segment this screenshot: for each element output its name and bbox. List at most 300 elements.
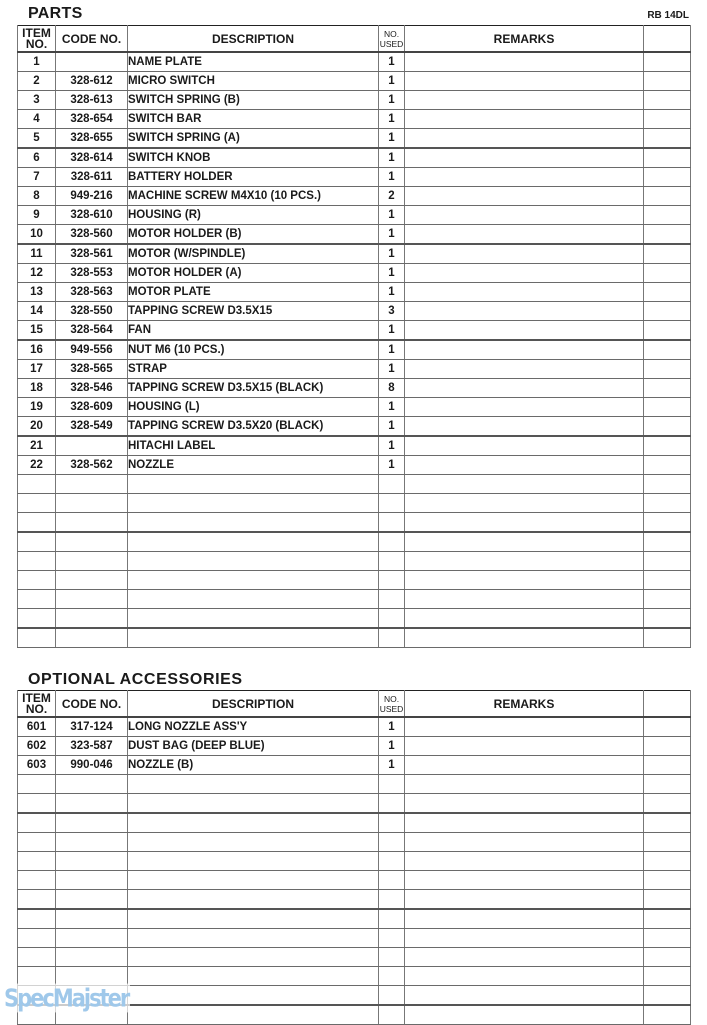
no-used-cell: 8 [379, 379, 405, 398]
extra-cell [644, 929, 691, 948]
description-cell [128, 852, 379, 871]
remarks-cell [405, 187, 644, 206]
item-no-cell: 19 [18, 398, 56, 417]
code-no-cell [56, 513, 128, 533]
code-no-cell: 328-610 [56, 206, 128, 225]
table-row [18, 244, 691, 264]
description-cell: SWITCH SPRING (B) [128, 91, 379, 110]
code-no-cell: 317-124 [56, 717, 128, 737]
remarks-cell [405, 302, 644, 321]
item-no-cell: 13 [18, 283, 56, 302]
description-cell [128, 532, 379, 552]
remarks-cell [405, 225, 644, 245]
extra-cell [644, 302, 691, 321]
header-remarks: REMARKS [405, 26, 644, 53]
no-used-cell: 1 [379, 225, 405, 245]
no-used-cell: 1 [379, 52, 405, 72]
table-row [18, 717, 691, 737]
item-no-cell: 14 [18, 302, 56, 321]
remarks-cell [405, 833, 644, 852]
extra-cell [644, 321, 691, 341]
blank-table-row [18, 609, 691, 629]
blank-table-row [18, 532, 691, 552]
item-no-cell [18, 475, 56, 494]
extra-cell [644, 628, 691, 648]
remarks-cell [405, 206, 644, 225]
item-no-cell: 20 [18, 417, 56, 437]
no-used-cell: 1 [379, 168, 405, 187]
no-used-cell [379, 986, 405, 1006]
header-no-used-line2: USED [379, 703, 404, 714]
no-used-cell [379, 948, 405, 967]
extra-cell [644, 794, 691, 814]
remarks-cell [405, 264, 644, 283]
description-cell [128, 1005, 379, 1025]
extra-cell [644, 283, 691, 302]
table-row [18, 756, 691, 775]
extra-cell [644, 244, 691, 264]
code-no-cell: 328-654 [56, 110, 128, 129]
header-extra [644, 26, 691, 53]
extra-cell [644, 379, 691, 398]
description-cell: TAPPING SCREW D3.5X15 [128, 302, 379, 321]
description-cell [128, 628, 379, 648]
no-used-cell: 2 [379, 187, 405, 206]
no-used-cell: 1 [379, 91, 405, 110]
description-cell: MOTOR HOLDER (B) [128, 225, 379, 245]
extra-cell [644, 398, 691, 417]
no-used-cell [379, 628, 405, 648]
description-cell: MOTOR HOLDER (A) [128, 264, 379, 283]
no-used-cell: 3 [379, 302, 405, 321]
item-no-cell [18, 494, 56, 513]
description-cell: HOUSING (L) [128, 398, 379, 417]
code-no-cell: 328-553 [56, 264, 128, 283]
extra-cell [644, 871, 691, 890]
blank-table-row [18, 552, 691, 571]
no-used-cell [379, 890, 405, 910]
remarks-cell [405, 590, 644, 609]
item-no-cell: 5 [18, 129, 56, 149]
table-row [18, 129, 691, 149]
blank-table-row [18, 628, 691, 648]
header-item-no-line1: ITEM [22, 25, 51, 40]
item-no-cell [18, 813, 56, 833]
code-no-cell: 328-560 [56, 225, 128, 245]
description-cell [128, 609, 379, 629]
description-cell [128, 986, 379, 1006]
remarks-cell [405, 609, 644, 629]
extra-cell [644, 532, 691, 552]
no-used-cell: 1 [379, 206, 405, 225]
item-no-cell: 15 [18, 321, 56, 341]
description-cell [128, 775, 379, 794]
code-no-cell: 328-611 [56, 168, 128, 187]
no-used-cell [379, 609, 405, 629]
no-used-cell: 1 [379, 756, 405, 775]
code-no-cell: 328-655 [56, 129, 128, 149]
parts-table [17, 25, 691, 648]
remarks-cell [405, 360, 644, 379]
remarks-cell [405, 794, 644, 814]
description-cell: NAME PLATE [128, 52, 379, 72]
item-no-cell: 2 [18, 72, 56, 91]
description-cell: LONG NOZZLE ASS'Y [128, 717, 379, 737]
code-no-cell: 328-613 [56, 91, 128, 110]
description-cell: TAPPING SCREW D3.5X15 (BLACK) [128, 379, 379, 398]
table-row [18, 436, 691, 456]
item-no-cell: 8 [18, 187, 56, 206]
item-no-cell: 602 [18, 737, 56, 756]
no-used-cell [379, 513, 405, 533]
code-no-cell: 328-546 [56, 379, 128, 398]
remarks-cell [405, 398, 644, 417]
description-cell [128, 909, 379, 929]
code-no-cell [56, 628, 128, 648]
item-no-cell [18, 552, 56, 571]
extra-cell [644, 187, 691, 206]
item-no-cell [18, 513, 56, 533]
code-no-cell [56, 890, 128, 910]
remarks-cell [405, 129, 644, 149]
no-used-cell: 1 [379, 72, 405, 91]
extra-cell [644, 225, 691, 245]
remarks-cell [405, 244, 644, 264]
remarks-cell [405, 986, 644, 1006]
no-used-cell [379, 871, 405, 890]
blank-table-row [18, 813, 691, 833]
extra-cell [644, 513, 691, 533]
no-used-cell [379, 494, 405, 513]
accessories-body [18, 717, 691, 1025]
item-no-cell [18, 833, 56, 852]
remarks-cell [405, 552, 644, 571]
no-used-cell: 1 [379, 360, 405, 379]
header-extra [644, 691, 691, 718]
remarks-cell [405, 91, 644, 110]
code-no-cell: 323-587 [56, 737, 128, 756]
item-no-cell: 18 [18, 379, 56, 398]
code-no-cell [56, 552, 128, 571]
remarks-cell [405, 571, 644, 590]
extra-cell [644, 852, 691, 871]
extra-cell [644, 1005, 691, 1025]
no-used-cell: 1 [379, 321, 405, 341]
no-used-cell [379, 967, 405, 986]
header-item-no-line2: NO. [25, 36, 48, 51]
table-row [18, 321, 691, 341]
no-used-cell: 1 [379, 417, 405, 437]
no-used-cell [379, 852, 405, 871]
extra-cell [644, 264, 691, 283]
code-no-cell [56, 494, 128, 513]
extra-cell [644, 890, 691, 910]
description-cell [128, 794, 379, 814]
table-row [18, 72, 691, 91]
extra-cell [644, 206, 691, 225]
description-cell [128, 833, 379, 852]
remarks-cell [405, 1005, 644, 1025]
table-row [18, 398, 691, 417]
description-cell: DUST BAG (DEEP BLUE) [128, 737, 379, 756]
blank-table-row [18, 852, 691, 871]
description-cell [128, 948, 379, 967]
blank-table-row [18, 929, 691, 948]
extra-cell [644, 494, 691, 513]
description-cell: MOTOR (W/SPINDLE) [128, 244, 379, 264]
blank-table-row [18, 833, 691, 852]
header-description: DESCRIPTION [128, 26, 379, 53]
no-used-cell [379, 813, 405, 833]
item-no-cell: 601 [18, 717, 56, 737]
item-no-cell: 9 [18, 206, 56, 225]
table-row [18, 52, 691, 72]
code-no-cell: 328-614 [56, 148, 128, 168]
code-no-cell: 328-549 [56, 417, 128, 437]
item-no-cell [18, 909, 56, 929]
table-row [18, 187, 691, 206]
code-no-cell [56, 609, 128, 629]
remarks-cell [405, 52, 644, 72]
no-used-cell: 1 [379, 283, 405, 302]
item-no-cell [18, 775, 56, 794]
table-row [18, 360, 691, 379]
no-used-cell: 1 [379, 244, 405, 264]
no-used-cell [379, 475, 405, 494]
remarks-cell [405, 532, 644, 552]
header-remarks: REMARKS [405, 691, 644, 718]
description-cell: SWITCH BAR [128, 110, 379, 129]
description-cell [128, 813, 379, 833]
no-used-cell [379, 929, 405, 948]
accessories-section-title: OPTIONAL ACCESSORIES [28, 671, 243, 688]
code-no-cell: 990-046 [56, 756, 128, 775]
no-used-cell: 1 [379, 436, 405, 456]
table-row [18, 379, 691, 398]
blank-table-row [18, 775, 691, 794]
remarks-cell [405, 737, 644, 756]
extra-cell [644, 833, 691, 852]
item-no-cell: 12 [18, 264, 56, 283]
header-no-used-line1: NO. [383, 693, 400, 704]
item-no-cell: 6 [18, 148, 56, 168]
code-no-cell [56, 833, 128, 852]
blank-table-row [18, 890, 691, 910]
extra-cell [644, 168, 691, 187]
extra-cell [644, 571, 691, 590]
extra-cell [644, 813, 691, 833]
extra-cell [644, 590, 691, 609]
table-row [18, 737, 691, 756]
item-no-cell: 1 [18, 52, 56, 72]
item-no-cell [18, 794, 56, 814]
blank-table-row [18, 475, 691, 494]
code-no-cell [56, 909, 128, 929]
item-no-cell [18, 628, 56, 648]
item-no-cell: 10 [18, 225, 56, 245]
item-no-cell: 16 [18, 340, 56, 360]
extra-cell [644, 775, 691, 794]
description-cell [128, 967, 379, 986]
remarks-cell [405, 168, 644, 187]
description-cell: STRAP [128, 360, 379, 379]
remarks-cell [405, 871, 644, 890]
item-no-cell [18, 948, 56, 967]
no-used-cell [379, 571, 405, 590]
extra-cell [644, 756, 691, 775]
header-item-no [18, 691, 56, 718]
remarks-cell [405, 929, 644, 948]
code-no-cell [56, 813, 128, 833]
no-used-cell [379, 1005, 405, 1025]
description-cell [128, 590, 379, 609]
extra-cell [644, 737, 691, 756]
item-no-cell [18, 609, 56, 629]
blank-table-row [18, 948, 691, 967]
code-no-cell [56, 52, 128, 72]
remarks-cell [405, 110, 644, 129]
header-no-used-line2: USED [379, 38, 404, 49]
description-cell [128, 494, 379, 513]
code-no-cell [56, 532, 128, 552]
no-used-cell: 1 [379, 129, 405, 149]
extra-cell [644, 986, 691, 1006]
table-row [18, 283, 691, 302]
no-used-cell [379, 552, 405, 571]
item-no-cell [18, 590, 56, 609]
description-cell [128, 552, 379, 571]
code-no-cell [56, 475, 128, 494]
header-description: DESCRIPTION [128, 691, 379, 718]
item-no-cell [18, 852, 56, 871]
no-used-cell: 1 [379, 398, 405, 417]
model-code: RB 14DL [647, 10, 689, 21]
item-no-cell: 11 [18, 244, 56, 264]
no-used-cell: 1 [379, 110, 405, 129]
blank-table-row [18, 590, 691, 609]
code-no-cell [56, 794, 128, 814]
extra-cell [644, 72, 691, 91]
code-no-cell: 328-564 [56, 321, 128, 341]
item-no-cell [18, 929, 56, 948]
item-no-cell [18, 871, 56, 890]
item-no-cell [18, 532, 56, 552]
table-row [18, 264, 691, 283]
remarks-cell [405, 775, 644, 794]
header-code-no: CODE NO. [56, 26, 128, 53]
no-used-cell: 1 [379, 264, 405, 283]
description-cell: HOUSING (R) [128, 206, 379, 225]
remarks-cell [405, 890, 644, 910]
code-no-cell: 949-556 [56, 340, 128, 360]
blank-table-row [18, 494, 691, 513]
no-used-cell [379, 532, 405, 552]
table-row [18, 206, 691, 225]
remarks-cell [405, 321, 644, 341]
remarks-cell [405, 948, 644, 967]
extra-cell [644, 148, 691, 168]
description-cell [128, 871, 379, 890]
parts-section-title: PARTS [28, 5, 83, 22]
item-no-cell: 22 [18, 456, 56, 475]
description-cell [128, 513, 379, 533]
extra-cell [644, 967, 691, 986]
watermark-logo: SpecMajster [4, 983, 129, 1013]
header-code-no: CODE NO. [56, 691, 128, 718]
extra-cell [644, 552, 691, 571]
remarks-cell [405, 628, 644, 648]
remarks-cell [405, 513, 644, 533]
code-no-cell: 328-561 [56, 244, 128, 264]
table-row [18, 148, 691, 168]
remarks-cell [405, 417, 644, 437]
accessories-table [17, 690, 691, 1025]
header-item-no [18, 26, 56, 53]
header-no-used-line1: NO. [383, 28, 400, 39]
header-no-used [379, 26, 405, 53]
remarks-cell [405, 813, 644, 833]
code-no-cell: 328-550 [56, 302, 128, 321]
blank-table-row [18, 571, 691, 590]
remarks-cell [405, 494, 644, 513]
extra-cell [644, 717, 691, 737]
description-cell: NOZZLE [128, 456, 379, 475]
header-no-used [379, 691, 405, 718]
item-no-cell: 3 [18, 91, 56, 110]
code-no-cell: 949-216 [56, 187, 128, 206]
no-used-cell: 1 [379, 456, 405, 475]
no-used-cell: 1 [379, 148, 405, 168]
description-cell: BATTERY HOLDER [128, 168, 379, 187]
remarks-cell [405, 72, 644, 91]
code-no-cell [56, 436, 128, 456]
remarks-cell [405, 717, 644, 737]
extra-cell [644, 91, 691, 110]
code-no-cell: 328-562 [56, 456, 128, 475]
code-no-cell [56, 948, 128, 967]
code-no-cell: 328-565 [56, 360, 128, 379]
remarks-cell [405, 148, 644, 168]
description-cell: SWITCH SPRING (A) [128, 129, 379, 149]
remarks-cell [405, 340, 644, 360]
code-no-cell [56, 871, 128, 890]
code-no-cell: 328-609 [56, 398, 128, 417]
code-no-cell [56, 929, 128, 948]
code-no-cell: 328-563 [56, 283, 128, 302]
remarks-cell [405, 475, 644, 494]
description-cell: NOZZLE (B) [128, 756, 379, 775]
table-row [18, 91, 691, 110]
no-used-cell: 1 [379, 340, 405, 360]
extra-cell [644, 475, 691, 494]
table-row [18, 110, 691, 129]
extra-cell [644, 360, 691, 379]
extra-cell [644, 110, 691, 129]
parts-header-row [18, 26, 691, 53]
table-row [18, 417, 691, 437]
parts-body [18, 52, 691, 648]
no-used-cell [379, 794, 405, 814]
item-no-cell [18, 571, 56, 590]
description-cell [128, 890, 379, 910]
extra-cell [644, 340, 691, 360]
description-cell: NUT M6 (10 PCS.) [128, 340, 379, 360]
extra-cell [644, 948, 691, 967]
description-cell: MOTOR PLATE [128, 283, 379, 302]
item-no-cell: 7 [18, 168, 56, 187]
remarks-cell [405, 756, 644, 775]
description-cell: MICRO SWITCH [128, 72, 379, 91]
